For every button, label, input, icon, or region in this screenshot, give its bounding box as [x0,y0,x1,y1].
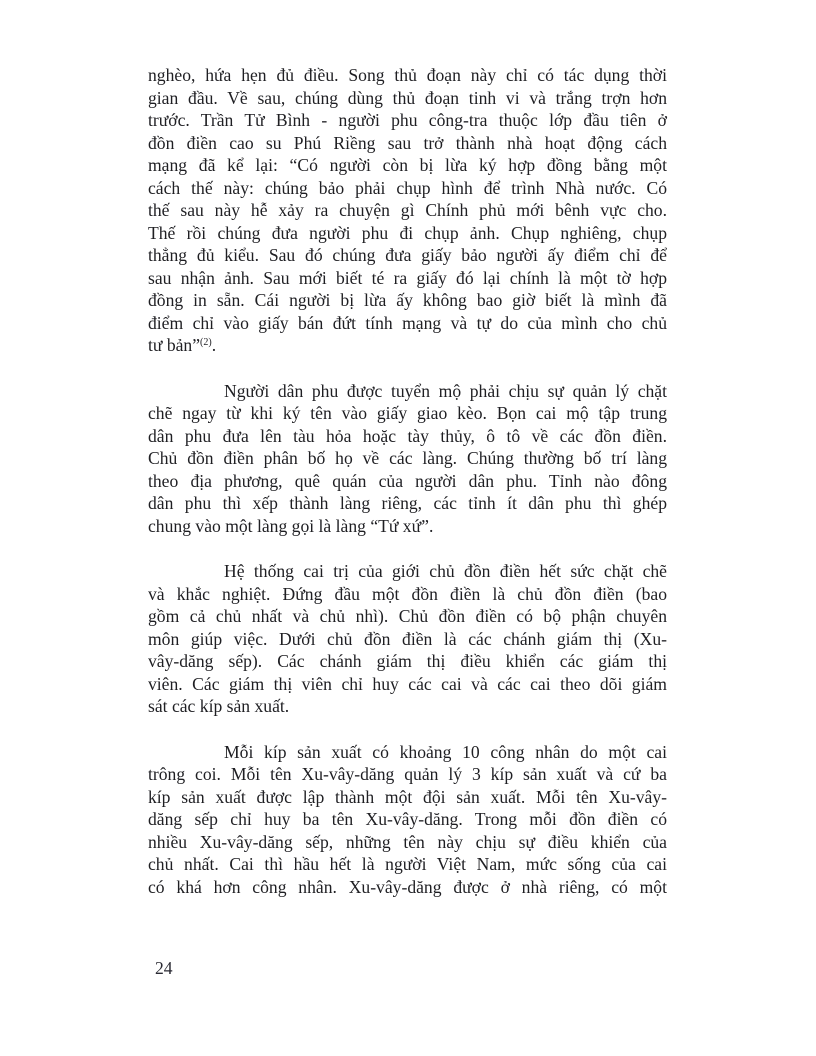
footnote-reference: (2) [200,337,212,348]
paragraph-1 [148,64,667,357]
text-line: sau nhận ảnh. Sau mới biết té ra giấy đó lại chính là một tờ hợp [148,267,667,288]
text-line: cách thế này: chúng bảo phải chụp hình để trình Nhà nước. Có [148,177,667,198]
text-line: nhiều Xu-vây-dăng sếp, những tên này chịu sự điều khiển của [148,831,667,852]
text-line-indented: Hệ thống cai trị của giới chủ đồn điền hết sức chặt chẽ [224,561,667,581]
page-number: 24 [155,958,173,978]
text-line: dân phu thì xếp thành làng riêng, các tỉnh ít dân phu thì ghép [148,493,667,513]
text-line: kíp sản xuất được lập thành một đội sản xuất. Mỗi tên Xu-vây- [148,786,667,807]
paragraph-2 [148,380,667,538]
text-line: môn giúp việc. Dưới chủ đồn điền là các chánh giám thị (Xu- [148,628,667,649]
text-line: thẳng đủ kiểu. Sau đó chúng đưa giấy bảo người ấy điểm chỉ để [148,245,667,265]
quote-text: tư bản” [148,335,201,355]
text-line: trông coi. Mỗi tên Xu-vây-dăng quản lý 3 kíp sản xuất và cứ ba [148,764,667,784]
text-line-indented: Người dân phu được tuyển mộ phải chịu sự quản lý chặt [224,380,667,401]
paragraph-3 [148,560,667,718]
text-line: đồn điền cao su Phú Riềng sau trở thành nhà hoạt động cách [148,132,667,153]
text-line: thế sau này hễ xảy ra chuyện gì Chính phủ mới bênh vực cho. [148,200,667,220]
text-line: trước. Trần Tử Bình - người phu công-tra thuộc lớp đầu tiên ở [148,110,667,130]
text-line: dăng sếp chỉ huy ba tên Xu-vây-dăng. Trong mỗi đồn điền có [148,809,667,829]
text-line: điểm chỉ vào giấy bán đứt tính mạng và tự do của mình cho chủ [148,312,667,333]
text-line: nghèo, hứa hẹn đủ điều. Song thủ đoạn này chỉ có tác dụng thời [148,65,667,85]
text-line: đồng in sẵn. Cái người bị lừa ấy không bao giờ biết là mình đã [148,290,667,310]
page-body [148,64,667,921]
paragraph-4 [148,741,667,899]
text-line-indented: Mỗi kíp sản xuất có khoảng 10 công nhân do một cai [224,741,667,762]
text-line: theo địa phương, quê quán của người dân phu. Tỉnh nào đông [148,470,667,491]
text-line: có khá hơn công nhân. Xu-vây-dăng được ở nhà riêng, có một [148,876,667,897]
text-line-last: sát các kíp sản xuất. [148,696,290,716]
text-line: vây-dăng sếp). Các chánh giám thị điều khiển các giám thị [148,651,667,671]
text-line: gian đầu. Về sau, chúng dùng thủ đoạn tinh vi và trắng trợn hơn [148,87,667,108]
text-line: Chủ đồn điền phân bố họ về các làng. Chúng thường bố trí làng [148,448,667,468]
text-line: dân phu đưa lên tàu hỏa hoặc tày thủy, ô tô về các đồn điền. [148,425,667,446]
text-line: gồm cả chủ nhất và chủ nhì). Chủ đồn điền có bộ phận chuyên [148,606,667,626]
text-line-last: chung vào một làng gọi là làng “Tứ xứ”. [148,515,434,536]
text-line: chẽ ngay từ khi ký tên vào giấy giao kèo. Bọn cai mộ tập trung [148,403,667,423]
text-line: Thế rồi chúng đưa người phu đi chụp ảnh. Chụp nghiêng, chụp [148,222,667,243]
text-line: chủ nhất. Cai thì hầu hết là người Việt Nam, mức sống của cai [148,854,667,874]
text-line: viên. Các giám thị viên chỉ huy các cai và các cai theo dõi giám [148,673,667,694]
text-line: mạng đã kể lại: “Có người còn bị lừa ký hợp đồng bằng một [148,155,667,175]
text-line: và khắc nghiệt. Đứng đầu một đồn điền là chủ đồn điền (bao [148,583,667,604]
text-line-last [148,334,667,357]
punctuation: . [211,335,217,355]
